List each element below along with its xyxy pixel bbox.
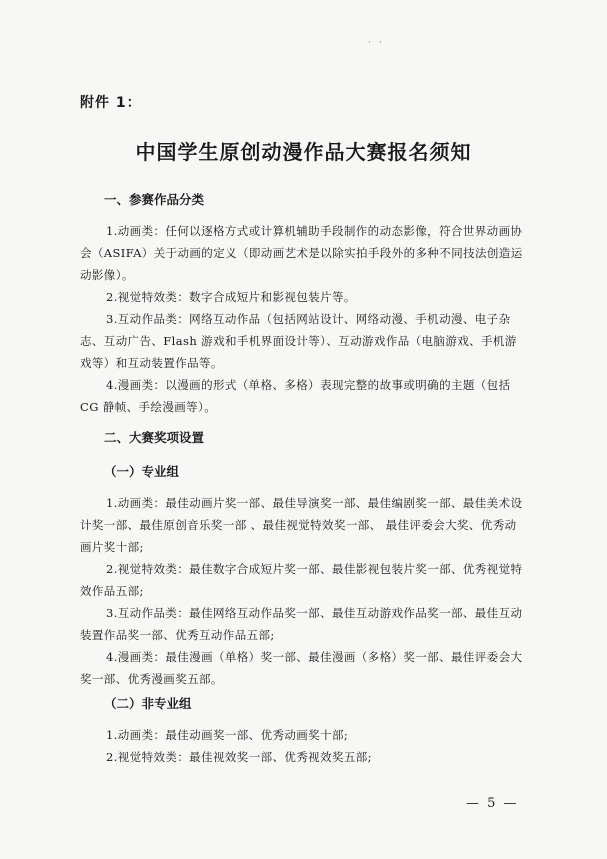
paragraph-animation-category: 1.动画类：任何以逐格方式或计算机辅助手段制作的动态影像，符合世界动画协会（ASIFA）关于动画的定义（即动画艺术是以除实拍手段外的多种不同技法创造运动影像）。: [80, 224, 523, 282]
section-heading-categories: 一、参赛作品分类: [104, 192, 205, 207]
section-heading-awards: 二、大赛奖项设置: [104, 430, 205, 445]
page-title: 中国学生原创动漫作品大赛报名须知: [135, 140, 472, 164]
subheading-amateur-group: （二）非专业组: [104, 696, 192, 711]
paragraph-pro-vfx-awards: 2.视觉特效类：最佳数字合成短片奖一部、最佳影视包装片奖一部、优秀视觉特效作品五部;: [80, 562, 523, 598]
paragraph-pro-comic-awards: 4.漫画类：最佳漫画（单格）奖一部、最佳漫画（多格）奖一部、最佳评委会大奖一部、优秀漫画奖五部。: [80, 650, 523, 686]
paragraph-pro-interactive-awards: 3.互动作品类：最佳网络互动作品奖一部、最佳互动游戏作品奖一部、最佳互动装置作品奖一部、优秀互动作品五部;: [80, 606, 523, 642]
paragraph-pro-animation-awards: 1.动画类：最佳动画片奖一部、最佳导演奖一部、最佳编剧奖一部、最佳美术设计奖一部、最佳原创音乐奖一部 、最佳视觉特效奖一部、 最佳评委会大奖、优秀动画片奖十部;: [80, 496, 523, 554]
paragraph-amateur-animation-awards: 1.动画类：最佳动画奖一部、优秀动画奖十部;: [106, 728, 349, 742]
scan-marks: · ·: [368, 38, 385, 47]
paragraph-interactive-category: 3.互动作品类：网络互动作品（包括网站设计、网络动漫、手机动漫、电子杂志、互动广告、Flash 游戏和手机界面设计等）、互动游戏作品（电脑游戏、手机游戏等）和互动装置作品等。: [80, 312, 517, 370]
paragraph-comic-category: 4.漫画类：以漫画的形式（单格、多格）表现完整的故事或明确的主题（包括 CG 静帧、手绘漫画等）。: [80, 378, 511, 414]
paragraph-amateur-vfx-awards: 2.视觉特效类：最佳视效奖一部、优秀视效奖五部;: [106, 750, 372, 764]
paragraph-visual-effects-category: 2.视觉特效类：数字合成短片和影视包装片等。: [106, 290, 356, 304]
page-number: — 5 —: [466, 796, 519, 811]
subheading-professional-group: （一）专业组: [104, 464, 180, 479]
attachment-label: 附件 1：: [80, 95, 142, 111]
